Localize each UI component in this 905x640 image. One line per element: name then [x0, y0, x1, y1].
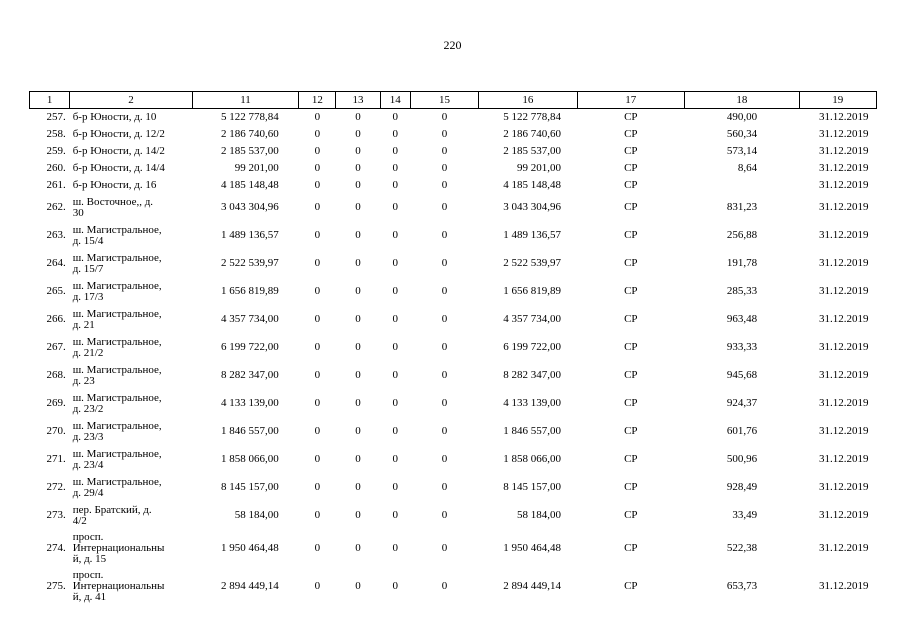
address-line: д. 23/3: [72, 430, 104, 443]
address-line: пер. Братский, д.: [72, 503, 152, 516]
cell-address: [70, 278, 193, 306]
cell-c14: 0: [392, 542, 398, 554]
table-row: [30, 143, 877, 160]
table-row: [30, 418, 877, 446]
cell-c11: 8 145 157,00: [221, 481, 279, 493]
column-header: 2: [70, 92, 193, 109]
cell-n: 267.: [46, 341, 66, 353]
column-header: 15: [410, 92, 478, 109]
cell-c19: 31.12.2019: [819, 341, 869, 353]
cell-address: [70, 418, 193, 446]
cell-c12: 0: [314, 110, 321, 123]
cell-c13: 0: [355, 161, 361, 174]
cell-c11: 8 282 347,00: [221, 369, 279, 381]
address-line: й, д. 15: [72, 553, 107, 565]
cell-address: [70, 194, 193, 222]
cell-c19: 31.12.2019: [819, 257, 869, 269]
cell-c15: 0: [441, 580, 448, 592]
cell-c12: 0: [314, 178, 321, 191]
table-row: [30, 177, 877, 194]
cell-c12: 0: [314, 425, 321, 437]
cell-address: [70, 334, 193, 362]
address-line: ш. Восточное,, д.: [72, 195, 154, 208]
cell-c18: 285,33: [726, 285, 758, 297]
cell-c12: 0: [314, 481, 321, 493]
column-header: 12: [299, 92, 336, 109]
cell-c15: 0: [441, 161, 448, 174]
cell-c18: 601,76: [726, 425, 758, 437]
cell-c18: 945,68: [726, 369, 758, 381]
cell-c17: СР: [624, 144, 638, 157]
cell-c11: 4 133 139,00: [221, 397, 279, 409]
cell-c19: 31.12.2019: [819, 580, 869, 592]
address-line: д. 21/2: [72, 346, 104, 359]
cell-c13: 0: [355, 110, 361, 123]
cell-address: [70, 177, 193, 194]
column-header: 18: [685, 92, 800, 109]
cell-c16: 2 522 539,97: [503, 257, 562, 269]
cell-c16: 1 858 066,00: [503, 453, 562, 465]
cell-c13: 0: [355, 397, 361, 409]
cell-c19: 31.12.2019: [819, 481, 869, 493]
cell-c12: 0: [314, 161, 321, 174]
cell-n: 262.: [46, 201, 66, 213]
cell-c17: СР: [624, 397, 638, 409]
cell-c11: 2 186 740,60: [221, 127, 279, 140]
cell-c13: 0: [355, 144, 361, 157]
address-line: д. 23/2: [72, 402, 104, 415]
cell-c15: 0: [441, 229, 448, 241]
cell-address: [70, 446, 193, 474]
cell-c11: 2 522 539,97: [221, 257, 279, 269]
cell-c14: 0: [392, 580, 398, 592]
cell-n: 266.: [46, 313, 66, 325]
cell-c17: СР: [624, 313, 638, 325]
cell-c13: 0: [355, 580, 361, 592]
cell-c16: 3 043 304,96: [503, 201, 562, 213]
cell-c18: 653,73: [726, 580, 758, 592]
register-table: [29, 91, 877, 606]
table-row: [30, 362, 877, 390]
cell-c15: 0: [441, 110, 448, 123]
cell-c16: 2 894 449,14: [503, 580, 562, 592]
table-row: [30, 160, 877, 177]
cell-c16: 5 122 778,84: [503, 110, 562, 123]
address-line: б-р Юности, д. 10: [72, 110, 157, 123]
cell-c13: 0: [355, 285, 361, 297]
cell-c18: 560,34: [726, 127, 758, 140]
address-line: ш. Магистральное,: [72, 447, 162, 460]
cell-n: 261.: [46, 178, 66, 191]
cell-c11: 99 201,00: [234, 161, 279, 174]
cell-c18: 8,64: [737, 161, 758, 174]
table-body: [30, 109, 877, 606]
cell-c13: 0: [355, 341, 361, 353]
cell-c12: 0: [314, 127, 321, 140]
column-header: 17: [577, 92, 685, 109]
cell-address: [70, 530, 193, 568]
cell-c18: 573,14: [726, 144, 758, 157]
cell-n: 260.: [46, 161, 66, 174]
table-row: [30, 446, 877, 474]
address-line: ш. Магистральное,: [72, 279, 162, 292]
cell-c11: 6 199 722,00: [221, 341, 279, 353]
cell-address: [70, 160, 193, 177]
cell-c12: 0: [314, 580, 321, 592]
cell-c15: 0: [441, 453, 448, 465]
cell-c14: 0: [392, 313, 398, 325]
cell-c17: СР: [624, 178, 638, 191]
cell-n: 265.: [46, 285, 66, 297]
address-line: д. 17/3: [72, 290, 104, 303]
cell-c17: СР: [624, 453, 638, 465]
cell-c16: 6 199 722,00: [503, 341, 562, 353]
cell-c11: 3 043 304,96: [221, 201, 279, 213]
address-line: Интернациональны: [72, 542, 165, 554]
cell-c18: 500,96: [726, 453, 758, 465]
column-header: 1: [30, 92, 70, 109]
cell-address: [70, 250, 193, 278]
cell-c16: 4 185 148,48: [503, 178, 562, 191]
cell-c14: 0: [392, 201, 398, 213]
cell-c17: СР: [624, 509, 638, 521]
cell-c19: 31.12.2019: [819, 144, 869, 157]
cell-c14: 0: [392, 161, 398, 174]
address-line: б-р Юности, д. 14/4: [72, 161, 165, 174]
table-row: [30, 222, 877, 250]
cell-c16: 2 186 740,60: [503, 127, 562, 140]
cell-c15: 0: [441, 178, 448, 191]
cell-c19: 31.12.2019: [819, 127, 869, 140]
cell-c18: 831,23: [726, 201, 758, 213]
cell-c14: 0: [392, 257, 398, 269]
cell-n: 264.: [46, 257, 66, 269]
table-row: [30, 250, 877, 278]
cell-c17: СР: [624, 110, 638, 123]
cell-address: [70, 474, 193, 502]
cell-c12: 0: [314, 229, 321, 241]
cell-c19: 31.12.2019: [819, 453, 869, 465]
table-row: [30, 278, 877, 306]
address-line: й, д. 41: [72, 591, 107, 603]
cell-c13: 0: [355, 313, 361, 325]
cell-c13: 0: [355, 369, 361, 381]
cell-c15: 0: [441, 144, 448, 157]
address-line: д. 21: [72, 318, 95, 331]
cell-c14: 0: [392, 397, 398, 409]
address-line: д. 23/4: [72, 458, 104, 471]
column-header: 11: [192, 92, 299, 109]
address-line: ш. Магистральное,: [72, 307, 162, 320]
address-line: Интернациональны: [72, 580, 165, 592]
address-line: б-р Юности, д. 14/2: [72, 144, 165, 157]
address-line: ш. Магистральное,: [72, 419, 162, 432]
cell-c13: 0: [355, 257, 361, 269]
cell-c18: 924,37: [726, 397, 758, 409]
cell-c16: 8 282 347,00: [503, 369, 562, 381]
cell-n: 263.: [46, 229, 66, 241]
cell-c15: 0: [441, 397, 448, 409]
address-line: д. 29/4: [72, 486, 104, 499]
cell-c13: 0: [355, 178, 361, 191]
table-row: [30, 474, 877, 502]
cell-c13: 0: [355, 229, 361, 241]
table-row: [30, 502, 877, 530]
cell-c18: 33,49: [732, 509, 758, 521]
cell-c17: СР: [624, 229, 638, 241]
cell-c19: 31.12.2019: [819, 161, 869, 174]
cell-c15: 0: [441, 285, 448, 297]
cell-c18: 191,78: [726, 257, 758, 269]
table-row: [30, 568, 877, 606]
cell-c19: 31.12.2019: [819, 313, 869, 325]
cell-c19: 31.12.2019: [819, 110, 869, 123]
address-line: б-р Юности, д. 12/2: [72, 127, 165, 140]
cell-c14: 0: [392, 481, 398, 493]
cell-c12: 0: [314, 285, 321, 297]
address-line: 4/2: [72, 514, 87, 527]
cell-n: 270.: [46, 425, 66, 437]
cell-c16: 4 357 734,00: [503, 313, 562, 325]
address-line: д. 15/4: [72, 234, 104, 247]
cell-n: 259.: [46, 144, 66, 157]
cell-c18: 522,38: [726, 542, 758, 554]
cell-c12: 0: [314, 509, 321, 521]
cell-c13: 0: [355, 509, 361, 521]
cell-c12: 0: [314, 313, 321, 325]
cell-c13: 0: [355, 127, 361, 140]
page-number: 220: [443, 38, 462, 52]
cell-c12: 0: [314, 144, 321, 157]
cell-c18: 933,33: [726, 341, 758, 353]
cell-c15: 0: [441, 425, 448, 437]
cell-c13: 0: [355, 201, 361, 213]
cell-c16: 1 846 557,00: [503, 425, 562, 437]
cell-c14: 0: [392, 229, 398, 241]
cell-c15: 0: [441, 341, 448, 353]
cell-c19: 31.12.2019: [819, 229, 869, 241]
cell-c12: 0: [314, 397, 321, 409]
cell-c18: [685, 177, 800, 194]
address-line: ш. Магистральное,: [72, 251, 162, 264]
cell-c17: СР: [624, 127, 638, 140]
cell-address: [70, 390, 193, 418]
cell-c14: 0: [392, 110, 398, 123]
cell-c17: СР: [624, 201, 638, 213]
cell-c17: СР: [624, 341, 638, 353]
cell-address: [70, 126, 193, 143]
cell-c11: 1 489 136,57: [221, 229, 279, 241]
cell-n: 271.: [46, 453, 66, 465]
cell-c19: 31.12.2019: [819, 542, 869, 554]
cell-c12: 0: [314, 257, 321, 269]
cell-c15: 0: [441, 509, 448, 521]
address-line: ш. Магистральное,: [72, 475, 162, 488]
address-line: ш. Магистральное,: [72, 391, 162, 404]
cell-c17: СР: [624, 161, 638, 174]
cell-c16: 1 656 819,89: [503, 285, 562, 297]
cell-c15: 0: [441, 127, 448, 140]
cell-address: [70, 306, 193, 334]
cell-c18: 256,88: [726, 229, 758, 241]
cell-c16: 4 133 139,00: [503, 397, 562, 409]
address-line: ш. Магистральное,: [72, 223, 162, 236]
table-row: [30, 390, 877, 418]
address-line: просп.: [72, 569, 104, 581]
cell-c15: 0: [441, 542, 448, 554]
cell-c11: 58 184,00: [234, 509, 279, 521]
cell-n: 258.: [46, 127, 66, 140]
cell-c14: 0: [392, 369, 398, 381]
column-header: 14: [380, 92, 410, 109]
cell-c14: 0: [392, 127, 398, 140]
cell-n: 273.: [46, 509, 66, 521]
cell-c15: 0: [441, 369, 448, 381]
cell-c11: 4 357 734,00: [221, 313, 279, 325]
cell-c14: 0: [392, 285, 398, 297]
column-header: 16: [479, 92, 577, 109]
cell-address: [70, 143, 193, 160]
table-row: [30, 306, 877, 334]
cell-c11: 1 656 819,89: [221, 285, 279, 297]
cell-c11: 1 950 464,48: [221, 542, 279, 554]
cell-c13: 0: [355, 481, 361, 493]
cell-n: 274.: [46, 542, 66, 554]
address-line: д. 15/7: [72, 262, 104, 275]
address-line: просп.: [72, 531, 104, 543]
cell-c12: 0: [314, 453, 321, 465]
cell-n: 269.: [46, 397, 66, 409]
cell-c16: 1 950 464,48: [503, 542, 562, 554]
cell-c13: 0: [355, 542, 361, 554]
table-row: [30, 109, 877, 126]
cell-c11: 5 122 778,84: [221, 110, 279, 123]
cell-c12: 0: [314, 542, 321, 554]
header-row: [30, 92, 877, 109]
cell-c16: 58 184,00: [517, 509, 562, 521]
table-row: [30, 530, 877, 568]
cell-address: [70, 222, 193, 250]
cell-c17: СР: [624, 425, 638, 437]
cell-c19: 31.12.2019: [819, 178, 869, 191]
cell-c14: 0: [392, 178, 398, 191]
cell-c15: 0: [441, 481, 448, 493]
cell-c19: 31.12.2019: [819, 369, 869, 381]
cell-c15: 0: [441, 201, 448, 213]
cell-c14: 0: [392, 144, 398, 157]
cell-c11: 1 846 557,00: [221, 425, 279, 437]
cell-c17: СР: [624, 285, 638, 297]
cell-c16: 2 185 537,00: [503, 144, 562, 157]
address-line: ш. Магистральное,: [72, 335, 162, 348]
cell-c17: СР: [624, 542, 638, 554]
cell-n: 257.: [46, 110, 66, 123]
table-row: [30, 334, 877, 362]
cell-n: 268.: [46, 369, 66, 381]
cell-c18: 963,48: [726, 313, 758, 325]
address-line: 30: [72, 206, 84, 219]
cell-address: [70, 362, 193, 390]
column-header: 13: [336, 92, 380, 109]
cell-c19: 31.12.2019: [819, 201, 869, 213]
cell-c19: 31.12.2019: [819, 425, 869, 437]
cell-address: [70, 568, 193, 606]
cell-c12: 0: [314, 369, 321, 381]
cell-c15: 0: [441, 257, 448, 269]
cell-c19: 31.12.2019: [819, 285, 869, 297]
cell-c19: 31.12.2019: [819, 509, 869, 521]
address-line: д. 23: [72, 374, 95, 387]
cell-c17: СР: [624, 257, 638, 269]
cell-c14: 0: [392, 453, 398, 465]
cell-c17: СР: [624, 481, 638, 493]
cell-c11: 2 894 449,14: [221, 580, 279, 592]
cell-address: [70, 502, 193, 530]
cell-c13: 0: [355, 453, 361, 465]
cell-c11: 2 185 537,00: [221, 144, 279, 157]
cell-c17: СР: [624, 580, 638, 592]
cell-c18: 928,49: [726, 481, 758, 493]
cell-c17: СР: [624, 369, 638, 381]
table-row: [30, 126, 877, 143]
cell-c12: 0: [314, 201, 321, 213]
cell-c13: 0: [355, 425, 361, 437]
cell-n: 272.: [46, 481, 66, 493]
cell-c14: 0: [392, 425, 398, 437]
address-line: б-р Юности, д. 16: [72, 178, 157, 191]
cell-c14: 0: [392, 509, 398, 521]
cell-c18: 490,00: [726, 110, 758, 123]
cell-address: [70, 109, 193, 126]
cell-c15: 0: [441, 313, 448, 325]
cell-c16: 8 145 157,00: [503, 481, 562, 493]
cell-c12: 0: [314, 341, 321, 353]
cell-c19: 31.12.2019: [819, 397, 869, 409]
cell-c11: 4 185 148,48: [221, 178, 279, 191]
cell-c11: 1 858 066,00: [221, 453, 279, 465]
cell-c14: 0: [392, 341, 398, 353]
column-header: 19: [799, 92, 876, 109]
table-row: [30, 194, 877, 222]
cell-c16: 1 489 136,57: [503, 229, 562, 241]
address-line: ш. Магистральное,: [72, 363, 162, 376]
cell-c16: 99 201,00: [517, 161, 562, 174]
cell-n: 275.: [46, 580, 66, 592]
